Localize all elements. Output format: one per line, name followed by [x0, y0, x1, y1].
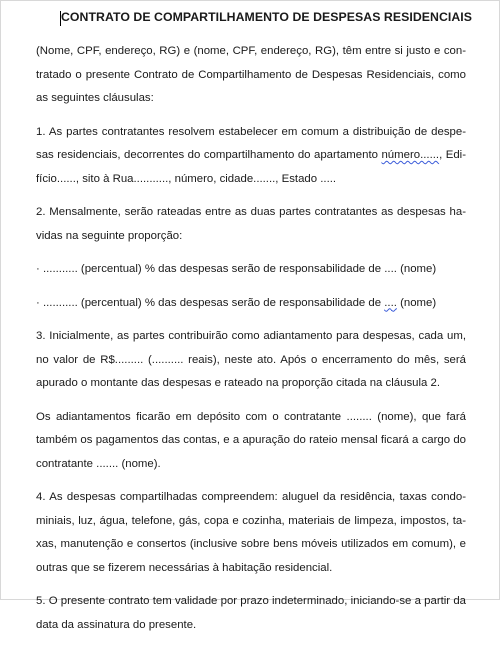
- intro-line-2: tratado o presente Contrato de Compartilhamento de Despesas Residenciais, como: [36, 68, 466, 81]
- clause-2-line-2: vidas na seguinte proporção:: [36, 229, 183, 242]
- advance-line-3: contratante ....... (nome).: [36, 457, 161, 470]
- advance-line-2: também os pagamentos das contas, e a apuração do rateio mensal ficará a cargo do: [36, 434, 466, 446]
- clause-1-line-2-end: , Edi-: [439, 149, 467, 161]
- proportion-item-2-text: [36, 297, 436, 309]
- spellcheck-flag-2: ....: [384, 296, 397, 309]
- clause-4-paragraph: [36, 486, 466, 580]
- clause-3-line-3: apurado o montante das despesas e rateado na proporção citada na cláusula 2.: [36, 377, 441, 389]
- clause-1-line-2-start: sas residenciais, decorrentes do compartilhamento do apartamento: [36, 149, 382, 161]
- clause-4-line-1: 4. As despesas compartilhadas compreendem: aluguel da residência, taxas condo-: [36, 491, 466, 503]
- clause-5-line-1: 5. O presente contrato tem validade por prazo indeterminado, iniciando-se a partir da: [36, 595, 466, 607]
- clause-3-line-1: 3. Inicialmente, as partes contribuirão como adiantamento para despesas, cada um,: [36, 330, 466, 342]
- intro-line-1: (Nome, CPF, endereço, RG) e (nome, CPF, endereço, RG), têm entre si justo e con-: [36, 45, 466, 57]
- clause-5-line-2: data da assinatura do presente.: [36, 618, 197, 631]
- intro-line-3: as seguintes cláusulas:: [36, 92, 154, 104]
- clause-2-line-1: 2. Mensalmente, serão rateadas entre as duas partes contratantes as despesas ha-: [36, 206, 466, 218]
- clause-4-line-4: outras que se fizerem necessárias à habitação residencial.: [36, 561, 333, 574]
- intro-paragraph: [36, 40, 466, 111]
- clause-3-line-2: no valor de R$......... (.......... reais), neste ato. Após o encerramento do mês, será: [36, 353, 466, 366]
- advance-line-1: Os adiantamentos ficarão em depósito com o contratante ........ (nome), que fará: [36, 410, 466, 423]
- clause-4-line-3: xas, manutenção e consertos (inclusive sobre bens móveis utilizados em comum), e: [36, 538, 466, 550]
- document-title: CONTRATO DE COMPARTILHAMENTO DE DESPESAS RESIDENCIAIS: [61, 10, 472, 24]
- clause-1-line-2: [36, 144, 466, 168]
- clause-1-paragraph: [36, 121, 466, 192]
- spellcheck-flag: número......: [381, 149, 440, 161]
- clause-1-line-1: 1. As partes contratantes resolvem estabelecer em comum a distribuição de despe-: [36, 125, 466, 138]
- proportion-item-2-end: (nome): [396, 296, 437, 309]
- clause-2-paragraph: [36, 201, 466, 248]
- clause-3-paragraph: [36, 325, 466, 396]
- proportion-item-2-start: · ........... (percentual) % das despesas serão de responsabilidade de: [36, 296, 385, 309]
- advance-paragraph: [36, 406, 466, 477]
- proportion-item-1-text: · ........... (percentual) % das despesas serão de responsabilidade de .... (nome): [36, 263, 437, 275]
- clause-4-line-2: miniais, luz, água, telefone, gás, copa e cozinha, materiais de limpeza, impostos, ta-: [36, 514, 466, 527]
- clause-1-line-3: fício......, sito à Rua..........., número, cidade......., Estado .....: [36, 172, 337, 185]
- clause-5-paragraph: [36, 590, 466, 637]
- document-body: [36, 40, 466, 647]
- proportion-item-1: [36, 258, 466, 282]
- proportion-item-2: [36, 292, 466, 316]
